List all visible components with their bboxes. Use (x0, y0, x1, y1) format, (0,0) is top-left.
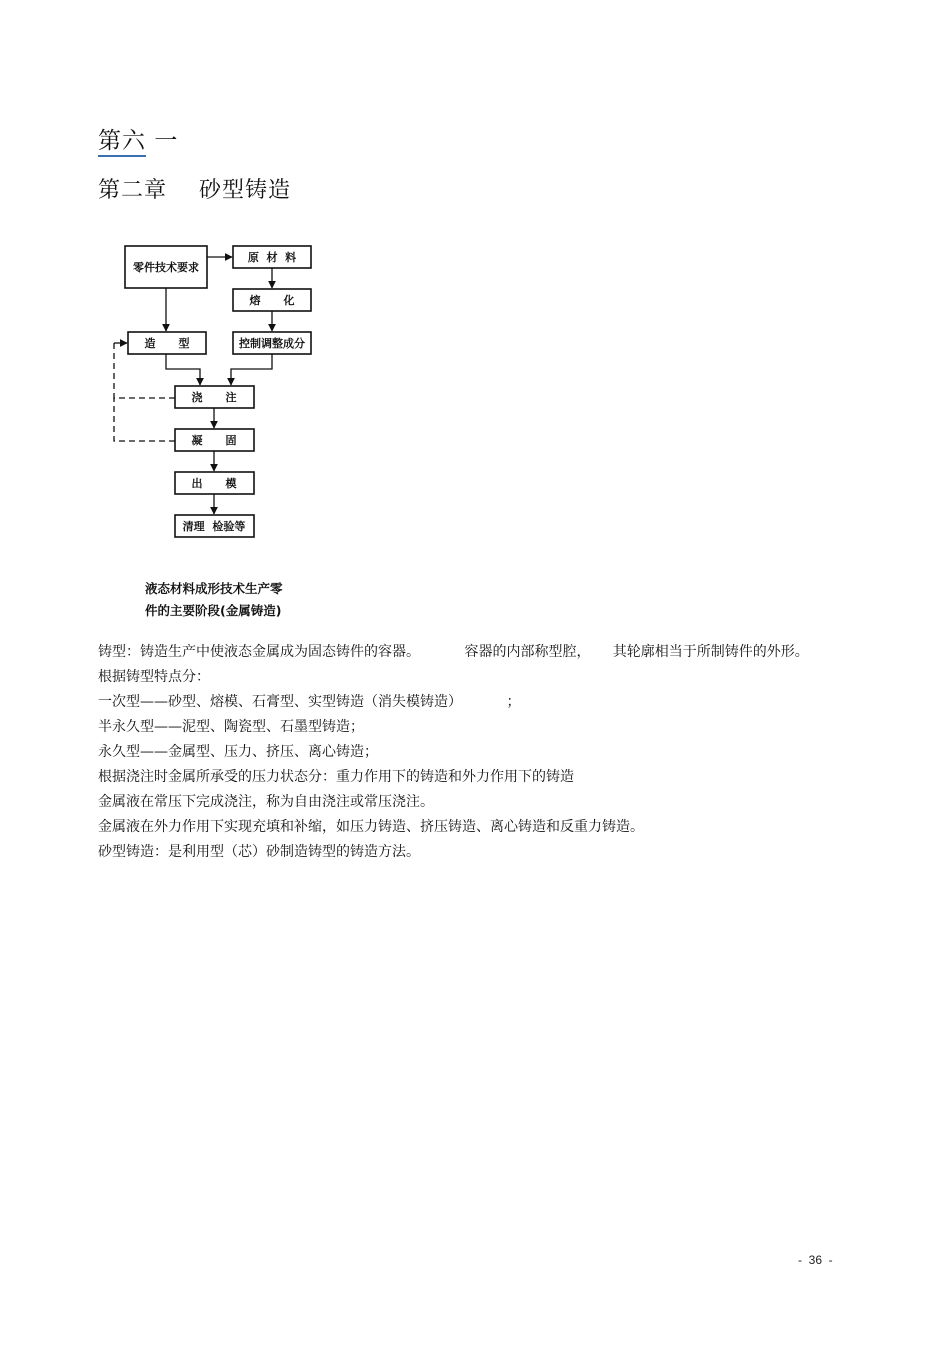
paragraph: 铸型：铸造生产中使液态金属成为固态铸件的容器。 容器的内部称型腔， 其轮廓相当于所制铸件的外形。 (98, 644, 809, 660)
paragraph: 金属液在常压下完成浇注，称为自由浇注或常压浇注。 (98, 794, 434, 810)
paragraph: 砂型铸造：是利用型（芯）砂制造铸型的铸造方法。 (98, 844, 420, 860)
paragraph: 永久型——金属型、压力、挤压、离心铸造； (98, 744, 378, 760)
chapter-title: 砂型铸造 (199, 178, 292, 203)
caption-line-2: 件的主要阶段(金属铸造) (145, 603, 282, 618)
paragraph: 根据铸型特点分： (98, 669, 210, 685)
paragraph: 根据浇注时金属所承受的压力状态分：重力作用下的铸造和外力作用下的铸造 (98, 769, 574, 785)
section-heading-prefix: 第六 (98, 128, 146, 157)
label-molding: 造 型 (144, 337, 190, 350)
label-demold: 出 模 (191, 477, 237, 490)
caption-line-1: 液态材料成形技术生产零 (145, 581, 283, 596)
chapter-heading (98, 173, 291, 204)
section-heading (98, 122, 178, 155)
paragraph: 半永久型——泥型、陶瓷型、石墨型铸造； (98, 719, 364, 735)
figure-caption (145, 578, 283, 622)
label-parts-requirements: 零件技术要求 (133, 261, 199, 274)
label-pouring: 浇 注 (191, 391, 237, 404)
casting-flowchart (100, 236, 340, 546)
label-cleaning: 清理 检验等 (182, 520, 246, 533)
label-solidify: 凝 固 (191, 434, 237, 447)
page-number: - 36 - (798, 1253, 833, 1267)
paragraph: 一次型——砂型、熔模、石膏型、实型铸造（消失模铸造） ； (98, 694, 521, 710)
paragraph: 金属液在外力作用下实现充填和补缩，如压力铸造、挤压铸造、离心铸造和反重力铸造。 (98, 819, 644, 835)
chapter-number: 第二章 (98, 178, 168, 203)
label-melting: 熔 化 (249, 294, 295, 307)
label-raw-material: 原 材 料 (247, 251, 297, 264)
section-heading-dash: 一 (154, 128, 179, 154)
body-text (98, 640, 858, 865)
label-composition-control: 控制调整成分 (239, 337, 305, 350)
